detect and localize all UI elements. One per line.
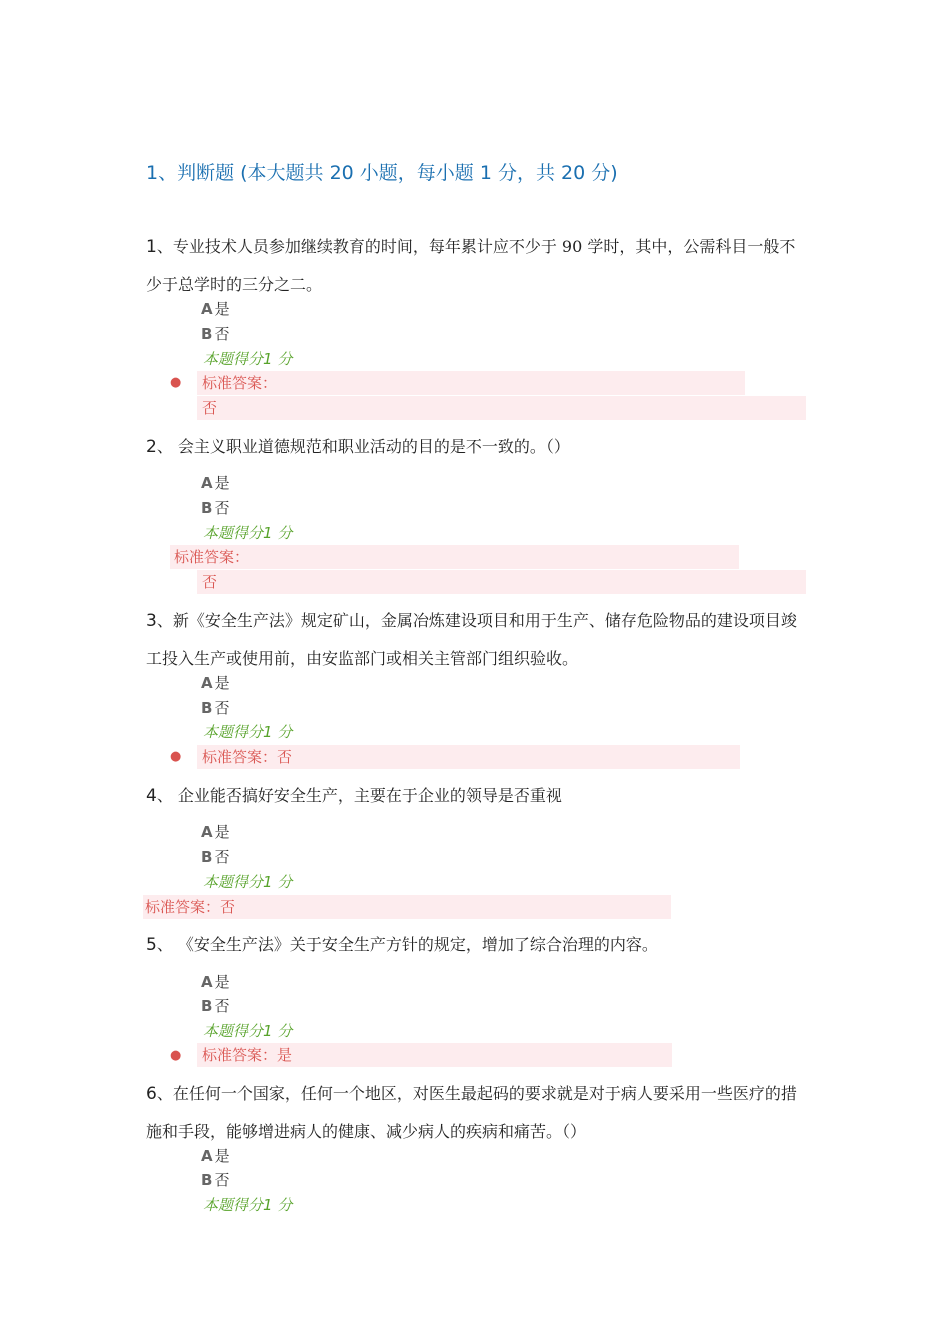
question-score: 本题得分1 分 [203,1196,293,1214]
option-b[interactable] [201,323,229,344]
question-5-text [146,926,810,964]
standard-answer-label: 标准答案： [197,371,745,395]
question-stem: 、 《安全生产法》关于安全生产方针的规定，增加了综合治理的内容。 [156,935,658,954]
option-letter: B [201,1171,213,1189]
standard-answer-label: 标准答案： [170,545,739,569]
option-a[interactable] [201,298,230,319]
standard-answer: 标准答案：否 [197,745,740,769]
bullet-icon: ● [170,749,182,764]
standard-answer: 标准答案：是 [197,1043,672,1067]
option-letter: B [201,325,213,343]
option-letter: B [201,848,213,866]
option-letter: B [201,997,213,1015]
option-label: 是 [214,474,230,492]
question-1-text [146,228,810,303]
question-score: 本题得分1 分 [203,873,293,891]
option-letter: B [201,499,213,517]
question-stem: 、 会主义职业道德规范和职业活动的目的是不一致的。（） [156,437,570,456]
question-number: 6 [146,1084,157,1104]
option-a[interactable] [201,672,230,693]
question-number: 4 [146,786,157,806]
option-a[interactable] [201,821,230,842]
option-letter: A [201,823,213,841]
option-letter: A [201,1147,213,1165]
question-3-text [146,602,810,677]
option-a[interactable] [201,971,230,992]
question-number: 1 [146,237,157,257]
option-letter: B [201,699,213,717]
option-label: 是 [214,973,230,991]
option-label: 是 [214,1147,230,1165]
question-stem: 、 企业能否搞好安全生产，主要在于企业的领导是否重视 [156,786,562,805]
option-label: 否 [214,1171,230,1189]
question-number: 3 [146,611,157,631]
question-stem: 、专业技术人员参加继续教育的时间，每年累计应不少于 90 学时，其中，公需科目一般不少于总学时的三分之二。 [146,237,796,294]
option-b[interactable] [201,1169,229,1190]
question-number: 2 [146,437,157,457]
option-b[interactable] [201,995,229,1016]
question-score: 本题得分1 分 [203,350,293,368]
option-b[interactable] [201,846,229,867]
option-label: 否 [214,699,230,717]
option-b[interactable] [201,497,229,518]
option-label: 否 [214,848,230,866]
question-4-text [146,777,810,815]
option-label: 是 [214,674,230,692]
option-label: 否 [214,997,230,1015]
question-score: 本题得分1 分 [203,524,293,542]
option-label: 是 [214,823,230,841]
option-label: 否 [214,325,230,343]
standard-answer: 标准答案：否 [143,895,671,919]
question-2-text [146,428,810,466]
question-stem: 、在任何一个国家，任何一个地区，对医生最起码的要求就是对于病人要采用一些医疗的措施和手段，能够增进病人的健康、减少病人的疾病和痛苦。（） [146,1084,797,1141]
option-a[interactable] [201,1145,230,1166]
standard-answer-value: 否 [197,570,806,594]
option-a[interactable] [201,472,230,493]
question-stem: 、新《安全生产法》规定矿山，金属冶炼建设项目和用于生产、储存危险物品的建设项目竣工投入生产或使用前，由安监部门或相关主管部门组织验收。 [146,611,797,668]
question-6-text [146,1075,810,1150]
bullet-icon: ● [170,375,182,390]
option-label: 是 [214,300,230,318]
option-letter: A [201,973,213,991]
option-label: 否 [214,499,230,517]
question-score: 本题得分1 分 [203,1022,293,1040]
option-letter: A [201,474,213,492]
question-number: 5 [146,935,157,955]
bullet-icon: ● [170,1048,182,1063]
option-b[interactable] [201,697,229,718]
option-letter: A [201,300,213,318]
section-title: 1、判断题 (本大题共 20 小题，每小题 1 分，共 20 分) [146,162,618,184]
question-score: 本题得分1 分 [203,723,293,741]
option-letter: A [201,674,213,692]
standard-answer-value: 否 [197,396,806,420]
